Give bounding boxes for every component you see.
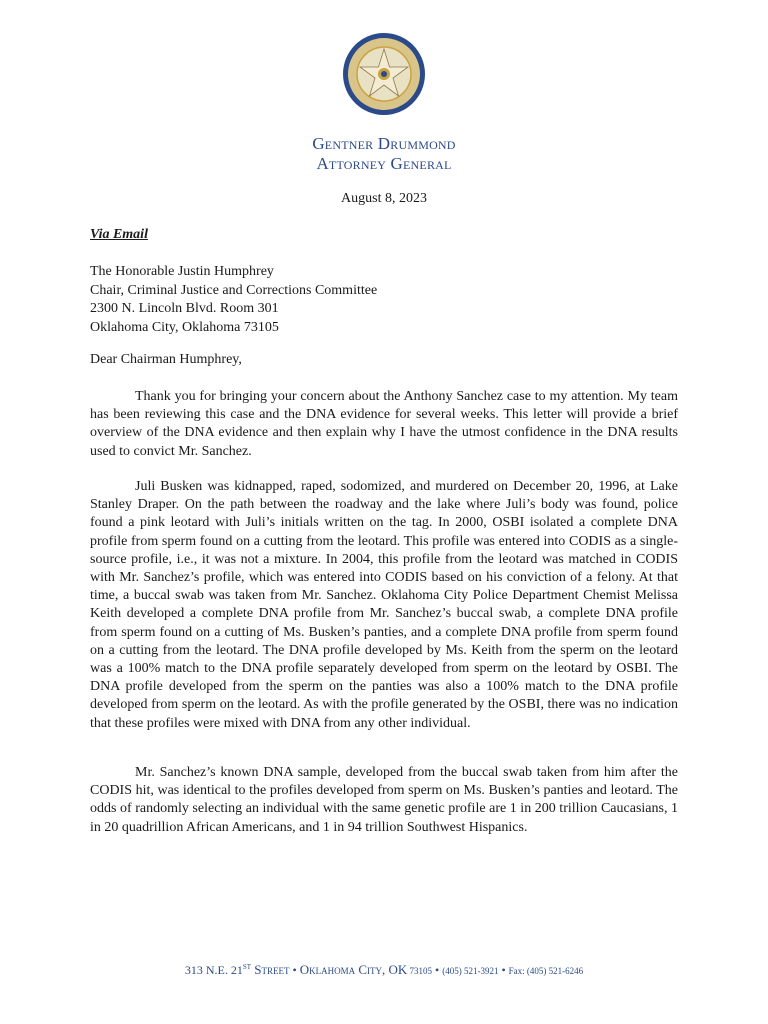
- recipient-position: Chair, Criminal Justice and Corrections Committee: [90, 282, 378, 298]
- footer-city: Oklahoma City, OK: [299, 962, 408, 977]
- body-paragraph-2: Juli Busken was kidnapped, raped, sodomized, and murdered on December 20, 1996, at Lake Stanley Draper. On the path between the roadway and the lake where Juli’s body was found, police found a pink leotard with Juli’s initials written on the tag. In 2000, OSBI isolated a complete DNA profile from sperm found on a cutting from the leotard. This profile was entered into CODIS as a single-source profile, i.e., it was not a mixture. In 2004, this profile from the leotard was matched in CODIS with Mr. Sanchez’s profile, which was entered into CODIS based on his conviction of a felony. At that time, a buccal swab was taken from Mr. Sanchez. Oklahoma City Police Department Chemist Melissa Keith developed a complete DNA profile from Mr. Sanchez’s buccal swab, a complete DNA profile from sperm found on a cutting of Ms. Busken’s panties, and a complete DNA profile from sperm found on a cutting from the leotard. The DNA profile developed by Ms. Keith from the sperm on the leotard was a 100% match to the DNA profile separately developed from sperm on the leotard by OSBI. The DNA profile developed from the sperm on the panties was also a 100% match to the DNA profile developed from sperm on the leotard. As with the profile generated by the OSBI, there was no indication that these profiles were mixed with DNA from any other individual.: [90, 479, 678, 731]
- salutation: Dear Chairman Humphrey,: [90, 352, 242, 367]
- recipient-name: The Honorable Justin Humphrey: [90, 264, 274, 279]
- footer-separator: •: [432, 963, 443, 977]
- recipient-address: [90, 263, 377, 337]
- footer-street-number: 313 N.E. 21: [184, 963, 243, 977]
- attorney-general-name: Gentner Drummond: [312, 134, 456, 153]
- attorney-general-title: Attorney General: [316, 154, 452, 173]
- footer-phone: (405) 521-3921: [442, 966, 499, 976]
- footer-separator: •: [498, 963, 509, 977]
- letterhead-footer: [0, 962, 768, 978]
- footer-street: Street: [251, 962, 290, 977]
- footer-ordinal: ST: [242, 963, 251, 971]
- via-email-label: Via Email: [90, 227, 148, 242]
- body-paragraph-1: Thank you for bringing your concern about the Anthony Sanchez case to my attention. My team has been reviewing this case and the DNA evidence for several weeks. This letter will provide a brief overview of the DNA evidence and then explain why I have the utmost confidence in the DNA results used to convict Mr. Sanchez.: [90, 389, 678, 459]
- body-paragraph-3: Mr. Sanchez’s known DNA sample, developed from the buccal swab taken from him after the CODIS hit, was identical to the profiles developed from sperm on Ms. Busken’s panties and leotard. The odds of randomly selecting an individual with the same genetic profile are 1 in 200 trillion Caucasians, 1 in 20 quadrillion African Americans, and 1 in 94 trillion Southwest Hispanics.: [90, 765, 678, 835]
- letter-date: August 8, 2023: [341, 191, 427, 206]
- recipient-street: 2300 N. Lincoln Blvd. Room 301: [90, 301, 279, 316]
- recipient-city: Oklahoma City, Oklahoma 73105: [90, 319, 279, 335]
- footer-fax: Fax: (405) 521-6246: [508, 966, 584, 976]
- footer-separator: •: [289, 963, 300, 977]
- state-seal-icon: [342, 32, 426, 116]
- footer-zip: 73105: [407, 966, 433, 976]
